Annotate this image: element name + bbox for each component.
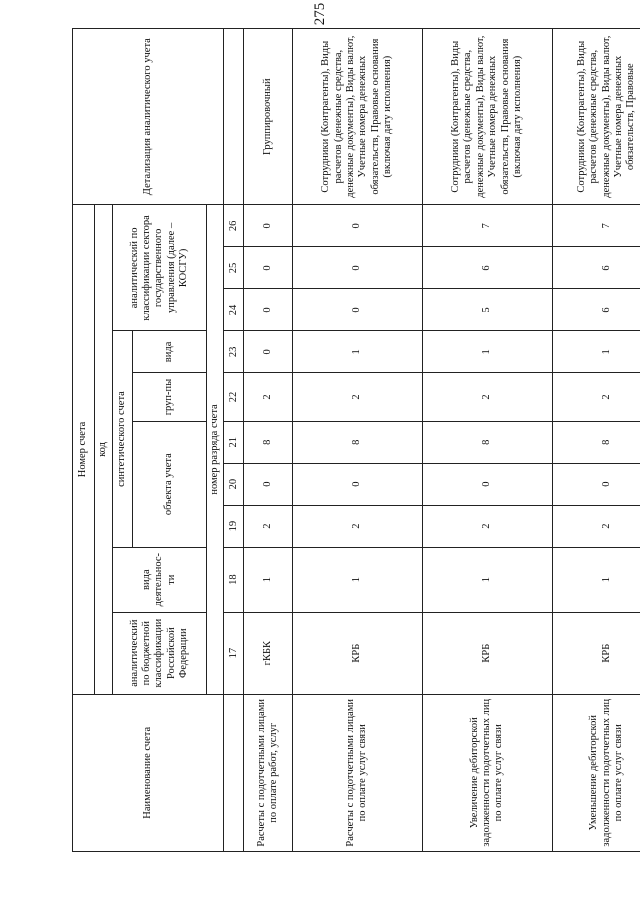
header-account-name: Наименование счета bbox=[73, 694, 224, 851]
digit-24: 24 bbox=[224, 289, 244, 331]
accounts-table bbox=[72, 28, 640, 852]
header-kosgu: аналитический по классификации сектора государственного управления (далее – КОСГУ) bbox=[113, 205, 207, 331]
cell-d26: 0 bbox=[244, 205, 293, 247]
digit-18: 18 bbox=[224, 547, 244, 612]
digit-26: 26 bbox=[224, 205, 244, 247]
cell-d24: 0 bbox=[293, 289, 423, 331]
header-account-number: Номер счета bbox=[73, 205, 95, 694]
cell-d26: 0 bbox=[293, 205, 423, 247]
cell-d23: 0 bbox=[244, 331, 293, 373]
cell-d19: 2 bbox=[244, 505, 293, 547]
cell-d20: 0 bbox=[552, 463, 640, 505]
cell-d18: 1 bbox=[293, 547, 423, 612]
page-number: 275 bbox=[312, 2, 328, 26]
table-row bbox=[293, 29, 423, 852]
table-row bbox=[552, 29, 640, 852]
cell-d23: 1 bbox=[552, 331, 640, 373]
digit-25: 25 bbox=[224, 247, 244, 289]
cell-d24: 5 bbox=[422, 289, 552, 331]
table-container bbox=[72, 28, 640, 852]
cell-d22: 2 bbox=[244, 373, 293, 421]
header-blank-name bbox=[224, 694, 244, 851]
cell-d24: 0 bbox=[244, 289, 293, 331]
row-analytics-detail: Сотрудники (Контрагенты), Виды расчетов (денежные средства, денежные документы), Виды валют, Учетные номера денежных обязательств, Правовые bbox=[552, 29, 640, 205]
cell-d23: 1 bbox=[422, 331, 552, 373]
header-code: код bbox=[95, 205, 113, 694]
row-account-name: Увеличение дебиторской задолженности подотчетных лиц по оплате услуг связи bbox=[422, 694, 552, 851]
cell-d21: 8 bbox=[293, 421, 423, 463]
cell-d21: 8 bbox=[552, 421, 640, 463]
row-account-name: Расчеты с подотчетными лицами по оплате работ, услуг bbox=[244, 694, 293, 851]
cell-d25: 0 bbox=[293, 247, 423, 289]
cell-d17: КРБ bbox=[293, 612, 423, 694]
cell-d19: 2 bbox=[552, 505, 640, 547]
cell-d23: 1 bbox=[293, 331, 423, 373]
header-analytics-detail: Детализация аналитического учета bbox=[73, 29, 224, 205]
header-synthetic-account: синтетического счета bbox=[113, 331, 133, 547]
cell-d22: 2 bbox=[552, 373, 640, 421]
rotated-table bbox=[72, 28, 640, 852]
cell-d20: 0 bbox=[293, 463, 423, 505]
header-budget-classification: аналитический по бюджетной классификации Российской Федерации bbox=[113, 612, 207, 694]
row-account-name: Уменьшение дебиторской задолженности подотчетных лиц по оплате услуг связи bbox=[552, 694, 640, 851]
row-account-name: Расчеты с подотчетными лицами по оплате услуг связи bbox=[293, 694, 423, 851]
cell-d26: 7 bbox=[422, 205, 552, 247]
cell-d18: 1 bbox=[244, 547, 293, 612]
digit-22: 22 bbox=[224, 373, 244, 421]
cell-d20: 0 bbox=[244, 463, 293, 505]
digit-23: 23 bbox=[224, 331, 244, 373]
header-account-object: объекта учета bbox=[133, 421, 207, 547]
cell-d18: 1 bbox=[552, 547, 640, 612]
cell-d25: 6 bbox=[552, 247, 640, 289]
digit-20: 20 bbox=[224, 463, 244, 505]
header-activity-type: вида деятельнос-ти bbox=[113, 547, 207, 612]
row-analytics-detail: Группировочный bbox=[244, 29, 293, 205]
cell-d20: 0 bbox=[422, 463, 552, 505]
cell-d21: 8 bbox=[244, 421, 293, 463]
cell-d19: 2 bbox=[422, 505, 552, 547]
row-analytics-detail: Сотрудники (Контрагенты), Виды расчетов (денежные средства, денежные документы), Виды валют, Учетные номера денежных обязательств, Правовые основания (включая дату исполнения) bbox=[422, 29, 552, 205]
row-analytics-detail: Сотрудники (Контрагенты), Виды расчетов (денежные средства, денежные документы), Виды валют, Учетные номера денежных обязательств, Правовые основания (включая дату исполнения) bbox=[293, 29, 423, 205]
digit-17: 17 bbox=[224, 612, 244, 694]
cell-d19: 2 bbox=[293, 505, 423, 547]
header-kind: вида bbox=[133, 331, 207, 373]
table-row bbox=[244, 29, 293, 852]
header-group: груп-пы bbox=[133, 373, 207, 421]
header-blank-detail bbox=[224, 29, 244, 205]
cell-d25: 0 bbox=[244, 247, 293, 289]
cell-d17: гКБК bbox=[244, 612, 293, 694]
cell-d24: 6 bbox=[552, 289, 640, 331]
cell-d17: КРБ bbox=[552, 612, 640, 694]
cell-d22: 2 bbox=[293, 373, 423, 421]
digit-19: 19 bbox=[224, 505, 244, 547]
cell-d26: 7 bbox=[552, 205, 640, 247]
digit-21: 21 bbox=[224, 421, 244, 463]
cell-d18: 1 bbox=[422, 547, 552, 612]
cell-d17: КРБ bbox=[422, 612, 552, 694]
table-row bbox=[422, 29, 552, 852]
cell-d25: 6 bbox=[422, 247, 552, 289]
cell-d22: 2 bbox=[422, 373, 552, 421]
header-digit-number: номер разряда счета bbox=[207, 205, 224, 694]
cell-d21: 8 bbox=[422, 421, 552, 463]
